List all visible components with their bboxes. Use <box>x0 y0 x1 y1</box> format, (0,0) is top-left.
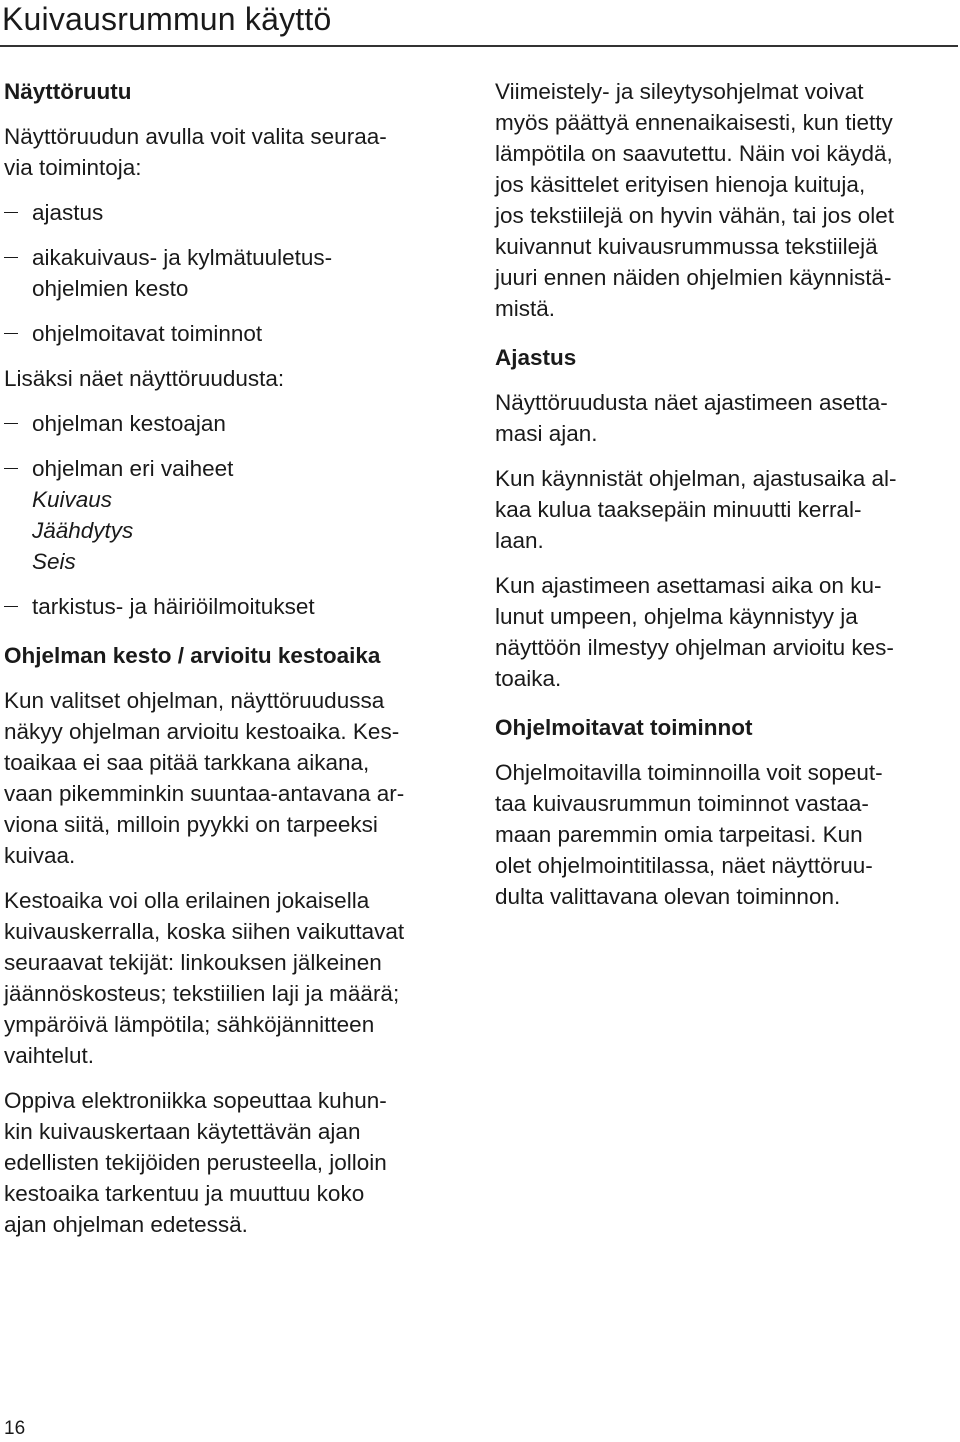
text-line: myös päättyä ennenaikaisesti, kun tietty <box>495 110 893 135</box>
right-column <box>495 76 957 926</box>
list-item <box>4 453 474 577</box>
page-number: 16 <box>4 1418 26 1439</box>
text-line: mistä. <box>495 296 556 321</box>
text-line: Kun valitset ohjelman, näyttöruudussa <box>4 688 385 713</box>
text-line: ajan ohjelman edetessä. <box>4 1212 248 1237</box>
text-line: ajastus <box>32 200 104 225</box>
text-line: jos käsittelet erityisen hienoja kuituja, <box>495 172 866 197</box>
text-line: ohjelman eri vaiheet <box>32 456 234 481</box>
text-line: näyttöön ilmestyy ohjelman arvioitu kes- <box>495 635 894 660</box>
text-line: Ohjelmoitavilla toiminnoilla voit sopeut- <box>495 760 883 785</box>
text-line: dulta valittavana olevan toiminnon. <box>495 884 841 909</box>
list-item <box>4 591 474 622</box>
text-line: tarkistus- ja häiriöilmoitukset <box>32 594 315 619</box>
left-column <box>4 76 474 1254</box>
text-line: kuivaa. <box>4 843 76 868</box>
text-line: Näyttöruudusta näet ajastimeen asetta- <box>495 390 888 415</box>
text-line: masi ajan. <box>495 421 598 446</box>
text-line: näkyy ohjelman arvioitu kestoaika. Kes- <box>4 719 400 744</box>
heading-ohjelman-kesto: Ohjelman kesto / arvioitu kestoaika <box>4 643 381 668</box>
phase-jaahdytys: Jäähdytys <box>32 518 134 543</box>
text-line: olet ohjelmointitilassa, näet näyttöruu- <box>495 853 873 878</box>
text-line: ohjelmoitavat toiminnot <box>32 321 263 346</box>
paragraph-viimeistely <box>495 76 957 324</box>
paragraph-ajastus-1 <box>495 387 957 449</box>
text-line: Näyttöruudun avulla voit valita seuraa- <box>4 124 387 149</box>
list-item <box>4 408 474 439</box>
text-line: taa kuivausrummun toiminnot vastaa- <box>495 791 869 816</box>
text-line: vaan pikemminkin suuntaa-antavana ar- <box>4 781 405 806</box>
text-line: toaikaa ei saa pitää tarkkana aikana, <box>4 750 370 775</box>
paragraph-kesto-1 <box>4 685 474 871</box>
text-line: juuri ennen näiden ohjelmien käynnistä- <box>495 265 892 290</box>
text-line: kuivannut kuivausrummussa tekstiilejä <box>495 234 878 259</box>
intro-paragraph <box>4 121 474 183</box>
paragraph-kesto-3 <box>4 1085 474 1240</box>
text-line: ohjelman kestoajan <box>32 411 226 436</box>
text-line: kaa kulua taaksepäin minuutti kerral- <box>495 497 862 522</box>
text-line: jos tekstiilejä on hyvin vähän, tai jos olet <box>495 203 894 228</box>
text-line: Kun käynnistät ohjelman, ajastusaika al- <box>495 466 897 491</box>
also-paragraph <box>4 363 474 394</box>
page-title: Kuivausrummun käyttö <box>2 1 332 37</box>
text-line: ohjelmien kesto <box>32 276 189 301</box>
text-line: Lisäksi näet näyttöruudusta: <box>4 366 285 391</box>
text-line: lämpötila on saavutettu. Näin voi käydä, <box>495 141 893 166</box>
heading-ajastus: Ajastus <box>495 345 577 370</box>
text-line: edellisten tekijöiden perusteella, jolloin <box>4 1150 387 1175</box>
paragraph-ajastus-3 <box>495 570 957 694</box>
heading-ohjelmoitavat-toiminnot: Ohjelmoitavat toiminnot <box>495 715 753 740</box>
list-item <box>4 242 474 304</box>
title-divider <box>0 45 958 47</box>
text-line: kestoaika tarkentuu ja muuttuu koko <box>4 1181 365 1206</box>
list-item <box>4 197 474 228</box>
text-line: maan paremmin omia tarpeitasi. Kun <box>495 822 863 847</box>
text-line: vaihtelut. <box>4 1043 95 1068</box>
phase-seis: Seis <box>32 549 76 574</box>
paragraph-kesto-2 <box>4 885 474 1071</box>
text-line: Oppiva elektroniikka sopeuttaa kuhun- <box>4 1088 387 1113</box>
paragraph-ajastus-2 <box>495 463 957 556</box>
text-line: toaika. <box>495 666 562 691</box>
text-line: jäännöskosteus; tekstiilien laji ja määrä; <box>4 981 400 1006</box>
text-line: Kestoaika voi olla erilainen jokaisella <box>4 888 370 913</box>
text-line: laan. <box>495 528 544 553</box>
text-line: seuraavat tekijät: linkouksen jälkeinen <box>4 950 382 975</box>
text-line: kin kuivauskertaan käytettävän ajan <box>4 1119 361 1144</box>
text-line: via toimintoja: <box>4 155 142 180</box>
phase-kuivaus: Kuivaus <box>32 487 113 512</box>
text-line: Kun ajastimeen asettamasi aika on ku- <box>495 573 882 598</box>
text-line: aikakuivaus- ja kylmätuuletus- <box>32 245 333 270</box>
text-line: Viimeistely- ja sileytysohjelmat voivat <box>495 79 864 104</box>
text-line: viona siitä, milloin pyykki on tarpeeksi <box>4 812 378 837</box>
paragraph-ohjelmoitavat <box>495 757 957 912</box>
text-line: ympäröivä lämpötila; sähköjännitteen <box>4 1012 375 1037</box>
text-line: lunut umpeen, ohjelma käynnistyy ja <box>495 604 858 629</box>
list-item <box>4 318 474 349</box>
text-line: kuivauskerralla, koska siihen vaikuttavat <box>4 919 405 944</box>
heading-nayttoruutu: Näyttöruutu <box>4 79 132 104</box>
